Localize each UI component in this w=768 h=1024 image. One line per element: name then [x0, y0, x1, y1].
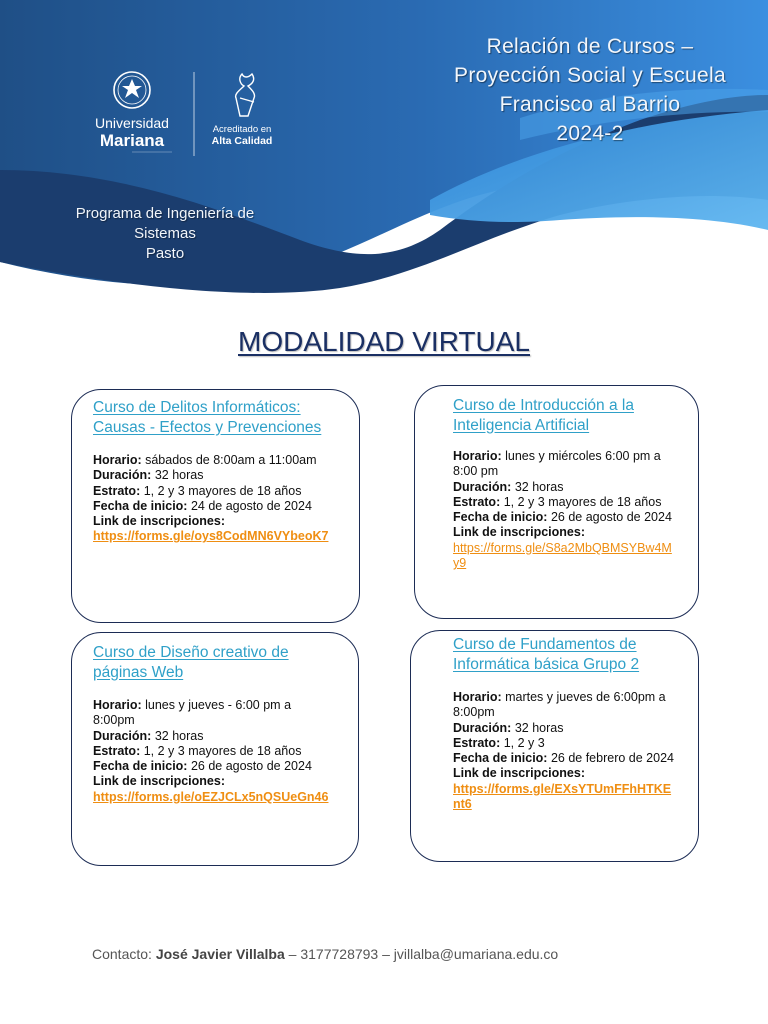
contact-name: José Javier Villalba	[155, 946, 285, 962]
link-label: Link de inscripciones:	[93, 514, 225, 529]
course-title: Curso de Introducción a la Inteligencia Artificial	[453, 397, 634, 434]
course-title: Curso de Delitos Informáticos: Causas - Efectos y Prevenciones	[93, 399, 322, 436]
schedule-row: Horario: sábados de 8:00am a 11:00am	[93, 453, 317, 467]
strata-row: Estrato: 1, 2 y 3 mayores de 18 años	[93, 743, 302, 758]
contact-phone: – 3177728793 –	[288, 946, 390, 962]
duration-row: Duración: 32 horas	[93, 728, 204, 743]
course-details	[453, 449, 678, 572]
link-label: Link de inscripciones:	[93, 774, 225, 789]
program-line: Programa de Ingeniería de	[75, 205, 255, 222]
strata-row: Estrato: 1, 2 y 3 mayores de 18 años	[453, 494, 662, 509]
header-title-line: Proyección Social y Escuela	[454, 64, 726, 87]
schedule-row: Horario: lunes y miércoles 6:00 pm a 8:00 pm	[453, 449, 661, 479]
registration-link[interactable]: https://forms.gle/oEZJCLx5nQSUeGn46	[93, 789, 329, 804]
svg-text:Mariana: Mariana	[99, 131, 165, 150]
course-title: Curso de Fundamentos de Informática básica Grupo 2	[453, 636, 640, 673]
start-date-row: Fecha de inicio: 26 de agosto de 2024	[93, 759, 312, 774]
course-details	[93, 453, 337, 545]
header-title-line: Francisco al Barrio	[499, 93, 681, 116]
registration-link[interactable]: https://forms.gle/oys8CodMN6VYbeoK7	[93, 529, 329, 544]
start-date-row: Fecha de inicio: 26 de agosto de 2024	[453, 510, 672, 525]
course-card	[71, 389, 360, 623]
link-label: Link de inscripciones:	[453, 766, 585, 781]
course-card	[410, 630, 699, 862]
course-details	[93, 698, 336, 805]
header-title-line: 2024-2	[556, 122, 624, 145]
registration-link[interactable]: https://forms.gle/EXsYTUmFFhHTKEnt6	[453, 781, 672, 812]
duration-row: Duración: 32 horas	[453, 479, 564, 494]
contact-label: Contacto:	[92, 946, 152, 962]
duration-row: Duración: 32 horas	[453, 720, 564, 735]
start-date-row: Fecha de inicio: 26 de febrero de 2024	[453, 751, 674, 766]
strata-row: Estrato: 1, 2 y 3	[453, 735, 545, 750]
strata-row: Estrato: 1, 2 y 3 mayores de 18 años	[93, 483, 302, 498]
svg-text:Alta Calidad: Alta Calidad	[211, 135, 273, 147]
start-date-row: Fecha de inicio: 24 de agosto de 2024	[93, 498, 312, 513]
course-card	[71, 632, 359, 866]
link-label: Link de inscripciones:	[453, 525, 585, 540]
duration-row: Duración: 32 horas	[93, 468, 204, 483]
schedule-row: Horario: martes y jueves de 6:00pm a 8:00pm	[453, 690, 666, 720]
course-card	[414, 385, 699, 619]
university-logo	[90, 68, 290, 160]
header-title	[420, 32, 760, 148]
schedule-row: Horario: lunes y jueves - 6:00 pm a 8:00pm	[93, 698, 292, 728]
header-title-line: Relación de Cursos –	[486, 35, 694, 58]
modality-heading: MODALIDAD VIRTUAL	[238, 326, 530, 357]
accreditation-pen-icon	[236, 74, 255, 116]
program-line: Sistemas	[134, 225, 196, 242]
registration-link[interactable]: https://forms.gle/S8a2MbQBMSYBw4My9	[453, 540, 672, 571]
contact-footer	[92, 946, 558, 962]
program-label	[40, 204, 290, 264]
contact-email[interactable]: jvillalba@umariana.edu.co	[393, 946, 559, 962]
svg-text:Universidad: Universidad	[95, 115, 169, 131]
program-line: Pasto	[145, 245, 185, 262]
university-seal-icon	[114, 72, 150, 108]
svg-text:Acreditado en: Acreditado en	[212, 124, 272, 135]
course-title: Curso de Diseño creativo de páginas Web	[93, 644, 289, 681]
course-details	[453, 690, 678, 813]
